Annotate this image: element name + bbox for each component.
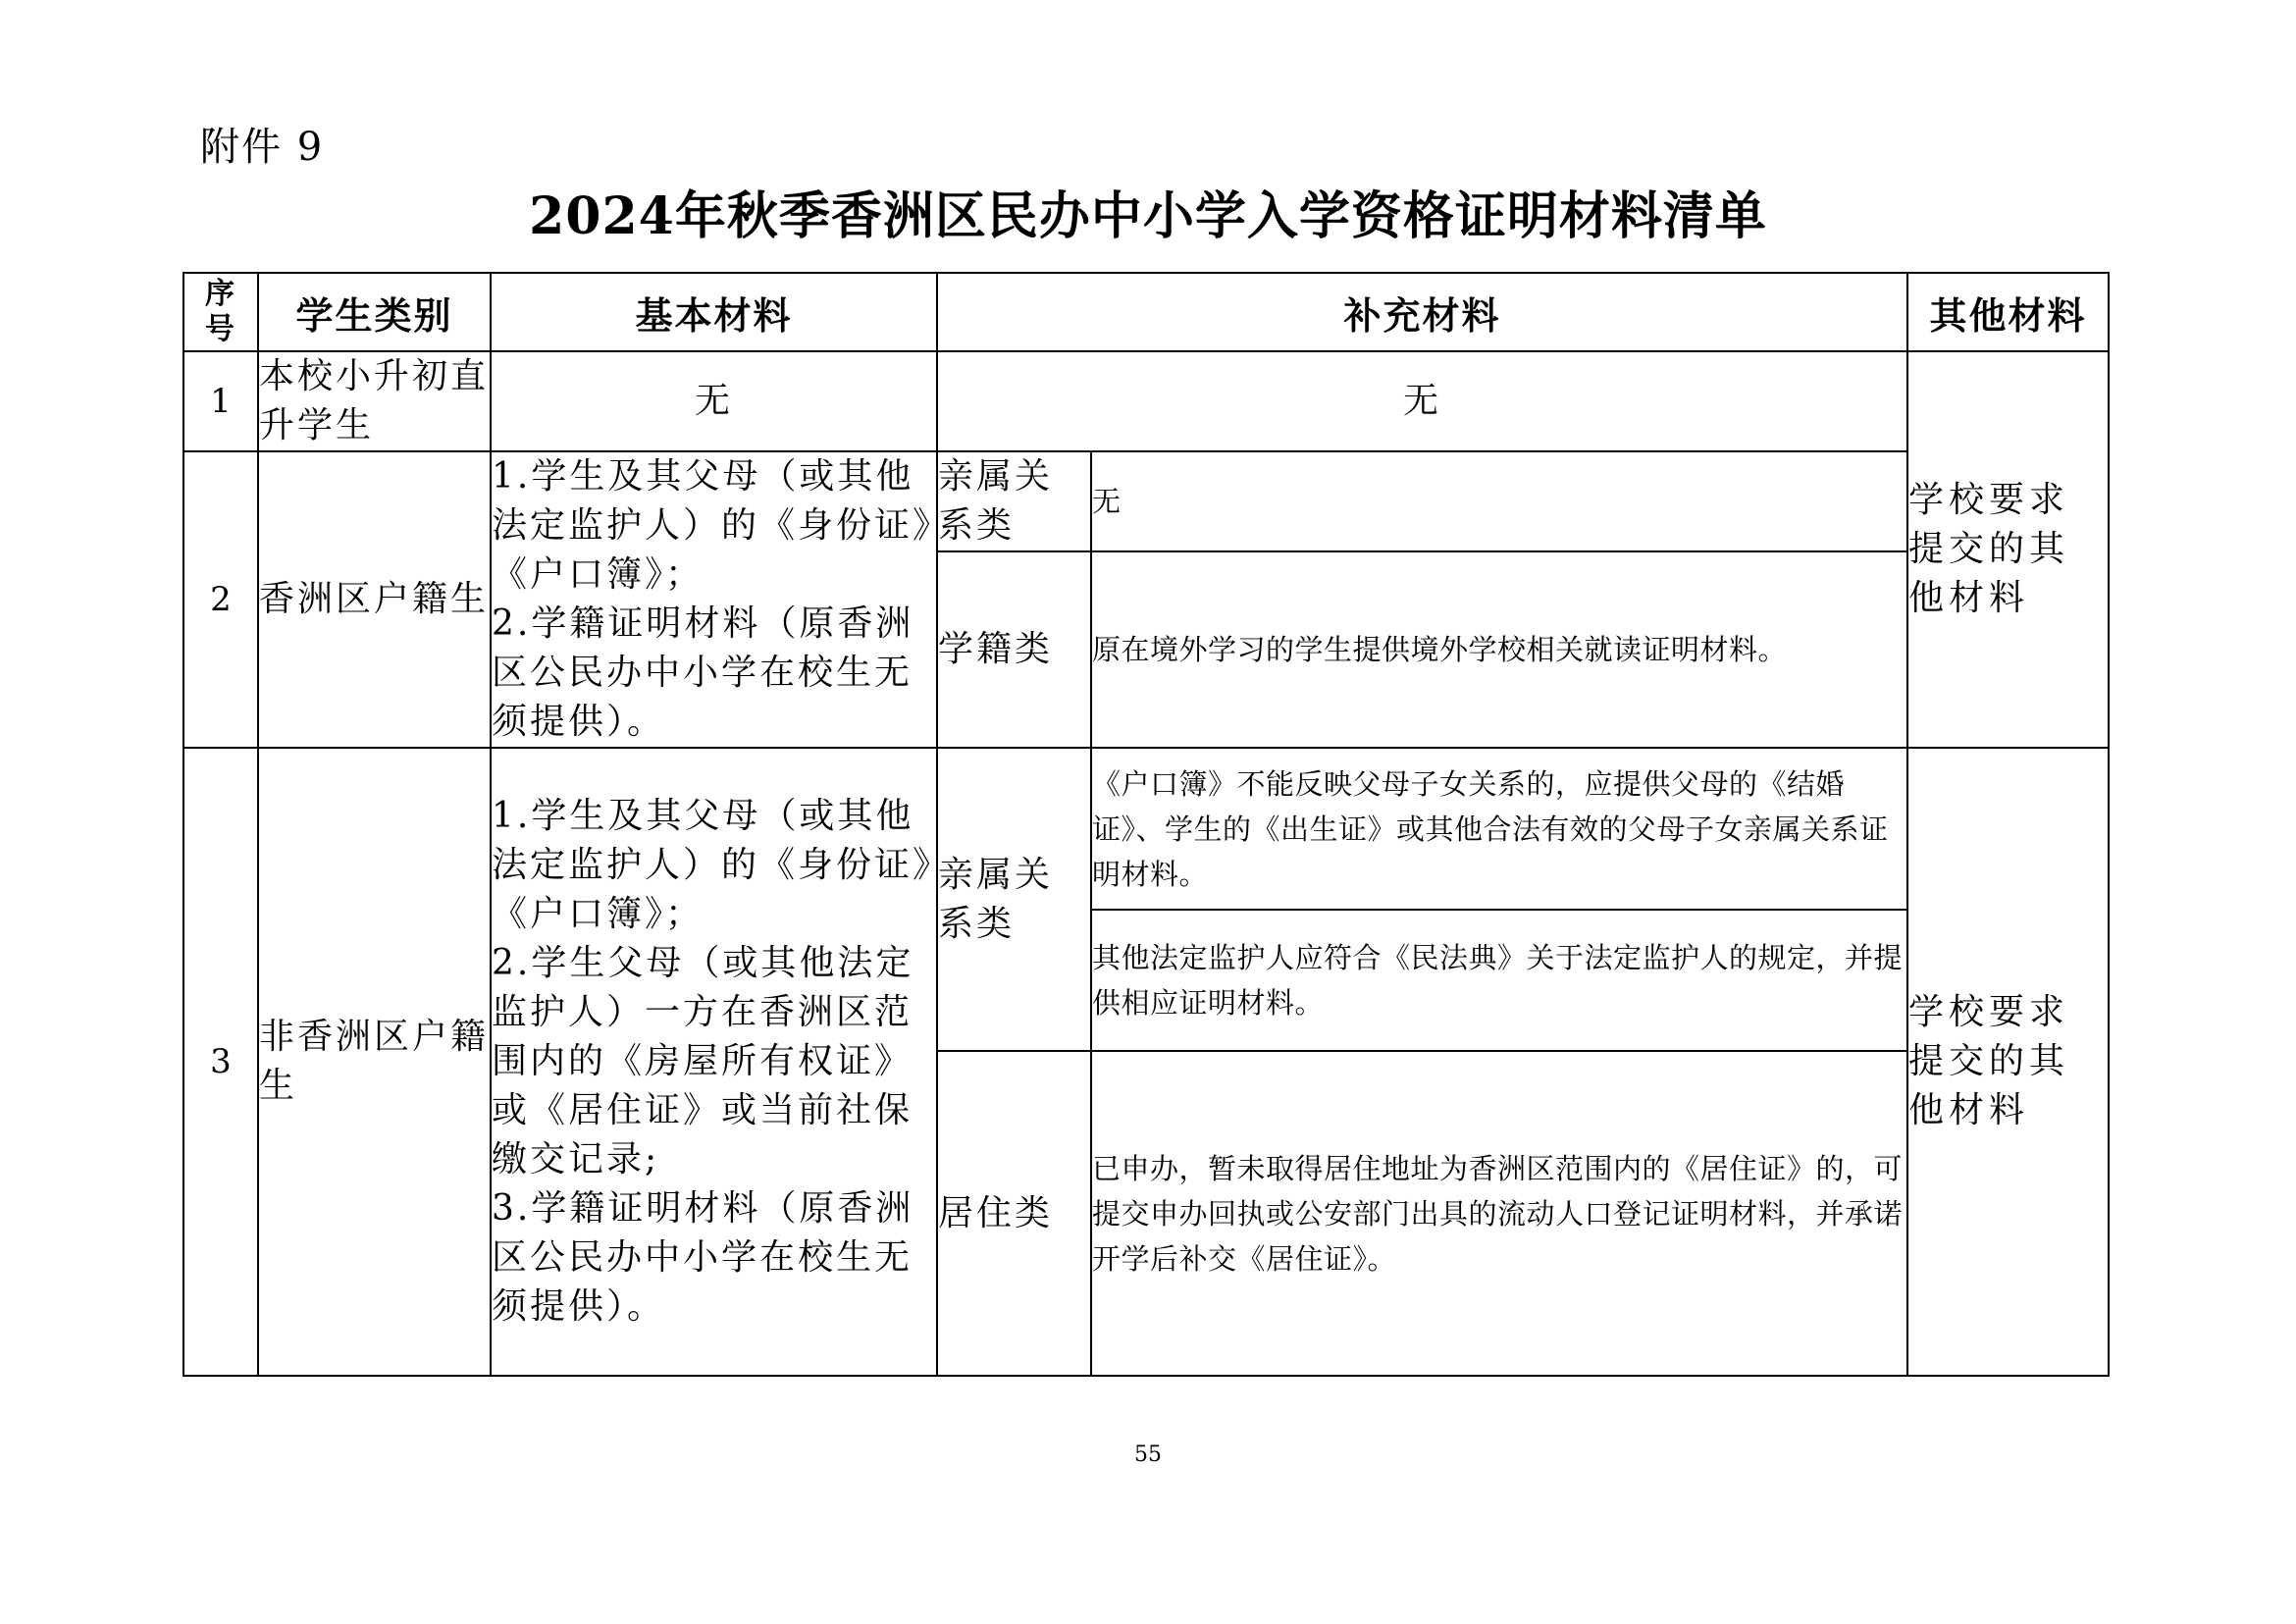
- supplementary-content: 原在境外学习的学生提供境外学校相关就读证明材料。: [1091, 551, 1907, 748]
- page-number: 55: [1134, 1442, 1162, 1467]
- row-number: 2: [183, 451, 258, 748]
- supplementary-type: 学籍类: [937, 551, 1091, 748]
- basic-materials: 1.学生及其父母（或其他法定监护人）的《身份证》《户口簿》； 2.学生父母（或其他法定监护人）一方在香洲区范围内的《房屋所有权证》或《居住证》或当前社保缴交记录; 3.学籍证明材料（原香洲区公民办中小学在校生无须提供）。: [491, 748, 937, 1376]
- header-category: 学生类别: [258, 273, 491, 351]
- basic-materials: 无: [491, 351, 937, 451]
- student-category: 本校小升初直升学生: [258, 351, 491, 451]
- header-other: 其他材料: [1907, 273, 2109, 351]
- supplementary-type: 居住类: [937, 1051, 1091, 1376]
- other-materials: 学校要求提交的其他材料: [1907, 748, 2109, 1376]
- table-row: [183, 748, 2109, 910]
- table-row: [183, 451, 2109, 551]
- supplementary-type: 亲属关系类: [937, 451, 1091, 551]
- student-category: 非香洲区户籍生: [258, 748, 491, 1376]
- header-seq-line1: 序: [205, 277, 236, 311]
- header-seq-line2: 号: [205, 312, 236, 346]
- header-supplementary: 补充材料: [937, 273, 1907, 351]
- row-number: 3: [183, 748, 258, 1376]
- supplementary-type: 亲属关系类: [937, 748, 1091, 1051]
- table-header-row: [183, 273, 2109, 351]
- materials-table: [183, 272, 2110, 1377]
- attachment-label: 附件 9: [200, 125, 325, 170]
- supplementary-content: 《户口簿》不能反映父母子女关系的，应提供父母的《结婚证》、学生的《出生证》或其他合法有效的父母子女亲属关系证明材料。: [1091, 748, 1907, 910]
- header-basic: 基本材料: [491, 273, 937, 351]
- student-category: 香洲区户籍生: [258, 451, 491, 748]
- row-number: 1: [183, 351, 258, 451]
- basic-materials: 1.学生及其父母（或其他法定监护人）的《身份证》《户口簿》； 2.学籍证明材料（原香洲区公民办中小学在校生无须提供）。: [491, 451, 937, 748]
- supplementary-content: 已申办，暂未取得居住地址为香洲区范围内的《居住证》的，可提交申办回执或公安部门出具的流动人口登记证明材料，并承诺开学后补交《居住证》。: [1091, 1051, 1907, 1376]
- header-seq: [183, 273, 258, 351]
- document-title: 2024年秋季香洲区民办中小学入学资格证明材料清单: [529, 186, 1767, 246]
- supplementary-content: 其他法定监护人应符合《民法典》关于法定监护人的规定，并提供相应证明材料。: [1091, 910, 1907, 1051]
- table-row: [183, 351, 2109, 451]
- supplementary-materials: 无: [937, 351, 1907, 451]
- supplementary-content: 无: [1091, 451, 1907, 551]
- other-materials: 学校要求提交的其他材料: [1907, 351, 2109, 748]
